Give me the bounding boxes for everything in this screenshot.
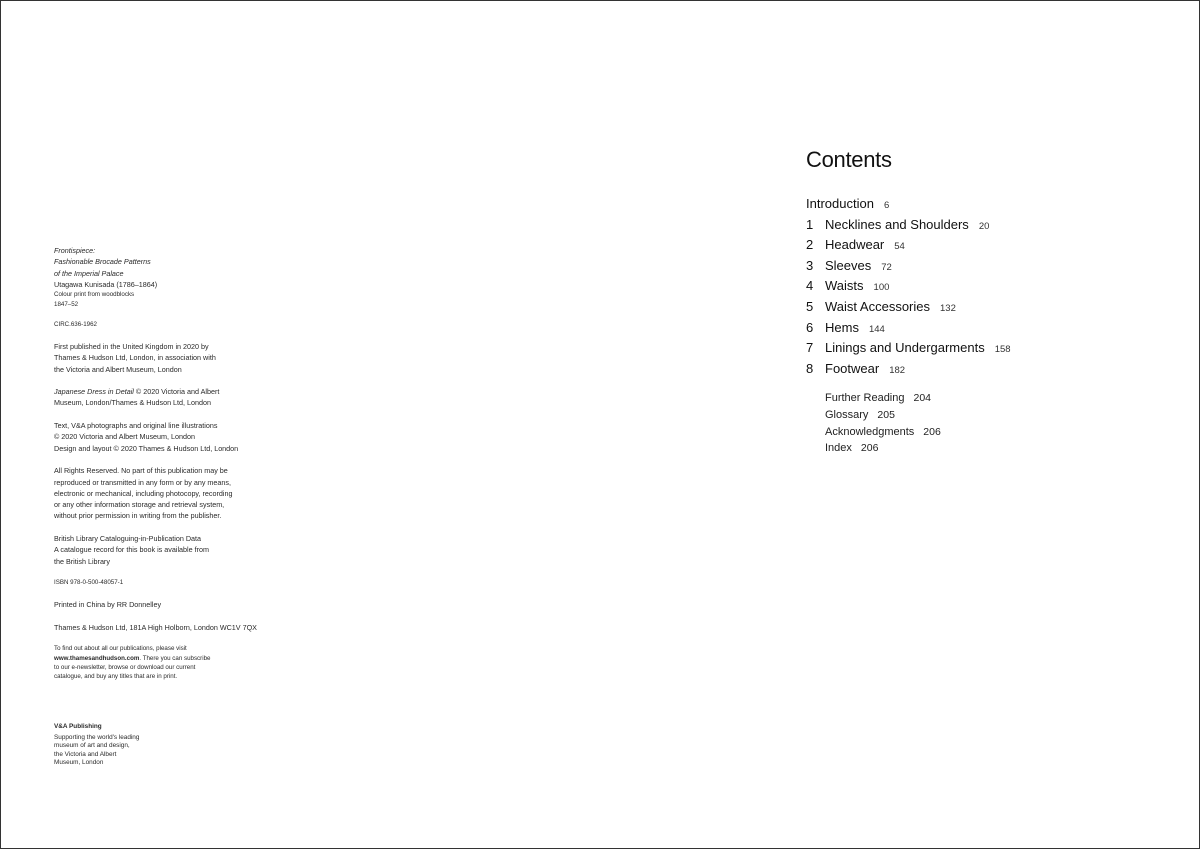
toc-page: 132 bbox=[940, 302, 956, 314]
cip-notice: British Library Cataloguing-in-Publication Data A catalogue record for this book is available from the British Library bbox=[54, 534, 210, 566]
toc-title: Index bbox=[825, 442, 852, 455]
toc-chapter bbox=[806, 215, 1166, 236]
publisher-tagline-line: the Victoria and Albert bbox=[54, 750, 117, 758]
toc-chapter bbox=[806, 276, 1166, 297]
website-link: www.thamesandhudson.com bbox=[54, 654, 140, 662]
frontispiece-credit bbox=[54, 245, 284, 309]
back-matter-item bbox=[825, 424, 1166, 441]
website-notice: To find out about all our publications, please visit www.thamesandhudson.com. There you can subscribe to our e-newsletter, browse or download our current catalogue, and buy any titles that are in print. bbox=[54, 645, 211, 681]
frontispiece-title-line: Fashionable Brocade Patterns bbox=[54, 257, 151, 267]
toc-title: Footwear bbox=[825, 360, 880, 376]
accession-number: CIRC.636-1962 bbox=[54, 321, 97, 329]
chapter-number: 5 bbox=[806, 298, 814, 314]
toc-title: Sleeves bbox=[825, 257, 872, 273]
chapter-number: 8 bbox=[806, 360, 814, 376]
toc-title: Further Reading bbox=[825, 392, 905, 405]
credits-notice: Text, V&A photographs and original line illustrations © 2020 Victoria and Albert Museum, London Design and layout © 2020 Thames & Hudson Ltd, London bbox=[54, 421, 239, 453]
toc-chapter bbox=[806, 359, 1166, 380]
toc-title: Waists bbox=[825, 278, 864, 294]
first-published-notice: First published in the United Kingdom in 2020 by Thames & Hudson Ltd, London, in association with the Victoria and Albert Museum, London bbox=[54, 342, 216, 374]
toc-title: Linings and Undergarments bbox=[825, 340, 985, 356]
frontispiece-date: 1847–52 bbox=[54, 300, 79, 308]
toc-title: Hems bbox=[825, 319, 859, 335]
chapter-number: 3 bbox=[806, 257, 814, 273]
chapter-number: 1 bbox=[806, 216, 814, 232]
toc-title: Glossary bbox=[825, 408, 869, 421]
toc-page: 72 bbox=[881, 261, 892, 273]
toc-chapter bbox=[806, 318, 1166, 339]
book-title: Japanese Dress in Detail bbox=[54, 387, 134, 397]
toc-page: 158 bbox=[994, 344, 1011, 356]
chapter-number: 2 bbox=[806, 237, 814, 253]
toc-page: 205 bbox=[877, 408, 895, 421]
copyright-notice: Japanese Dress in Detail © 2020 Victoria and Albert Museum, London/Thames & Hudson Ltd, London bbox=[54, 387, 220, 408]
chapter-number: 6 bbox=[806, 319, 814, 335]
chapter-number: 4 bbox=[806, 278, 814, 294]
toc-title: Headwear bbox=[825, 237, 885, 253]
toc-page: 20 bbox=[978, 220, 990, 232]
publisher-tagline-line: Supporting the world's leading bbox=[54, 733, 140, 741]
toc-chapter bbox=[806, 338, 1166, 359]
toc-page: 6 bbox=[883, 200, 890, 211]
toc-page: 54 bbox=[894, 241, 905, 253]
chapter-number: 7 bbox=[806, 340, 814, 356]
frontispiece-medium: Colour print from woodblocks bbox=[54, 291, 135, 299]
toc-title: Waist Accessories bbox=[825, 298, 930, 314]
frontispiece-label: Frontispiece: bbox=[54, 246, 96, 255]
publisher-block bbox=[54, 723, 174, 768]
toc-title: Necklines and Shoulders bbox=[825, 216, 969, 232]
back-matter-list bbox=[806, 390, 1166, 456]
toc-page: 206 bbox=[860, 442, 879, 455]
toc-chapter bbox=[806, 297, 1166, 318]
contents-heading: Contents bbox=[806, 147, 892, 172]
toc-introduction bbox=[806, 194, 1166, 215]
toc-chapter bbox=[806, 256, 1166, 277]
toc-page: 100 bbox=[873, 282, 890, 294]
toc-page: 144 bbox=[868, 323, 885, 335]
frontispiece-artist: Utagawa Kunisada (1786–1864) bbox=[54, 279, 158, 289]
back-matter-item bbox=[825, 407, 1166, 424]
frontispiece-title-line: of the Imperial Palace bbox=[54, 268, 124, 278]
publisher-tagline-line: Museum, London bbox=[54, 759, 104, 767]
toc-page: 182 bbox=[889, 364, 906, 376]
rights-notice: All Rights Reserved. No part of this publication may be reproduced or transmitted in any form or by any means, electronic or mechanical, including photocopy, recording or any other information storage and retrieval system, without prior permission in writing from the publisher. bbox=[54, 466, 233, 521]
publisher-tagline-line: museum of art and design, bbox=[54, 742, 130, 750]
isbn: ISBN 978-0-500-48057-1 bbox=[54, 579, 124, 587]
toc-title: Acknowledgments bbox=[825, 425, 915, 438]
toc-title: Introduction bbox=[806, 196, 874, 211]
back-matter-item bbox=[825, 440, 1166, 457]
publisher-address: Thames & Hudson Ltd, 181A High Holborn, London WC1V 7QX bbox=[54, 622, 257, 632]
contents-page bbox=[806, 145, 1166, 457]
printed-notice: Printed in China by RR Donnelley bbox=[54, 599, 162, 609]
toc-page: 204 bbox=[913, 392, 932, 405]
toc-chapter bbox=[806, 235, 1166, 256]
imprint-page bbox=[54, 245, 284, 693]
back-matter-item bbox=[825, 390, 1166, 407]
toc-page: 206 bbox=[923, 425, 941, 438]
publisher-name: V&A Publishing bbox=[54, 723, 102, 730]
